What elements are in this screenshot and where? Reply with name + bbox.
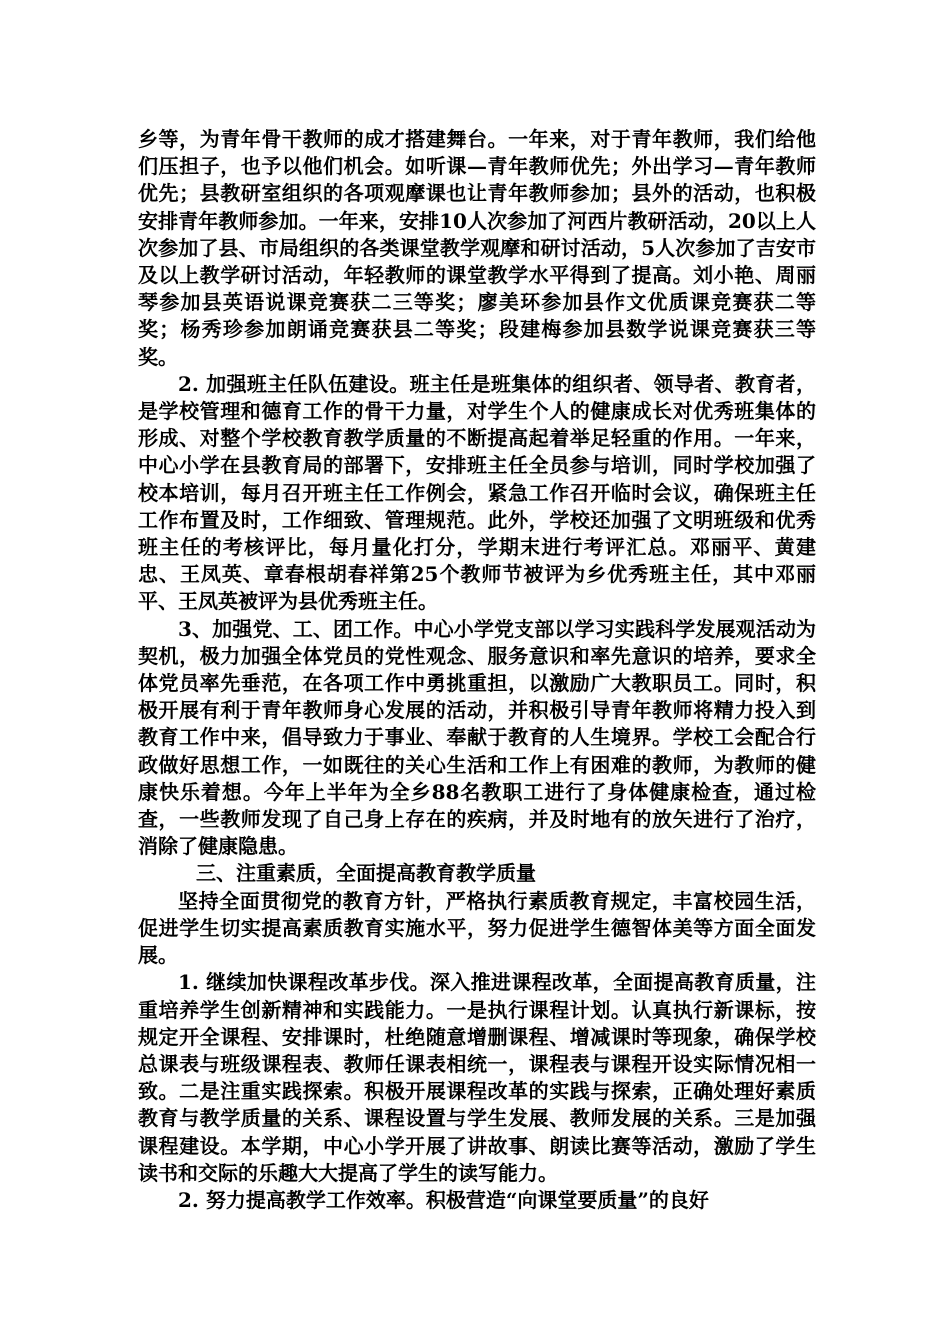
section-heading-quality: 三、注重素质，全面提高教育教学质量 [196, 861, 536, 886]
document-page [138, 126, 816, 1214]
paragraph-young-teachers: 乡等，为青年骨干教师的成才搭建舞台。一年来，对于青年教师，我们给他们压担子，也予以他们机会。如听课—青年教师优先；外出学习—青年教师优先；县教研室组织的各项观摩课也让青年教师参加；县外的活动，也积极安排青年教师参加。一年来，安排10人次参加了河西片教研活动，20以上人次参加了县、市局组织的各类课堂教学观摩和研讨活动，5人次参加了吉安市及以上教学研讨活动，年轻教师的课堂教学水平得到了提高。刘小艳、周丽琴参加县英语说课竞赛获二三等奖；廖美环参加县作文优质课竞赛获二等奖；杨秀珍参加朗诵竞赛获县二等奖；段建梅参加县数学说课竞赛获三等奖。 [138, 127, 816, 369]
paragraph-party-work: 3、加强党、工、团工作。中心小学党支部以学习实践科学发展观活动为契机，极力加强全体党员的党性观念、服务意识和率先意识的培养，要求全体党员率先垂范，在各项工作中勇挑重担，以激励广大教职员工。同时，积极开展有利于青年教师身心发展的活动，并积极引导青年教师将精力投入到教育工作中来，倡导致力于事业、奉献于教育的人生境界。学校工会配合行政做好思想工作，一如既往的关心生活和工作上有困难的教师，为教师的健康快乐着想。今年上半年为全乡88名教职工进行了身体健康检查，通过检查，一些教师发现了自己身上存在的疾病，并及时地有的放矢进行了治疗，消除了健康隐患。 [138, 616, 816, 859]
paragraph-curriculum-reform: 1. 继续加快课程改革步伐。深入推进课程改革，全面提高教育质量，注重培养学生创新精神和实践能力。一是执行课程计划。认真执行新课标，按规定开全课程、安排课时，杜绝随意增删课程、增减课时等现象，确保学校总课表与班级课程表、教师任课表相统一，课程表与课程开设实际情况相一致。二是注重实践探索。积极开展课程改革的实践与探索，正确处理好素质教育与教学质量的关系、课程设置与学生发展、教师发展的关系。三是加强课程建设。本学期，中心小学开展了讲故事、朗读比赛等活动，激励了学生读书和交际的乐趣大大提高了学生的读写能力。 [138, 970, 816, 1185]
paragraph-teaching-efficiency: 2. 努力提高教学工作效率。积极营造“向课堂要质量”的良好 [178, 1187, 709, 1212]
paragraph-head-teachers: 2. 加强班主任队伍建设。班主任是班集体的组织者、领导者、教育者，是学校管理和德育工作的骨干力量，对学生个人的健康成长对优秀班集体的形成、对整个学校教育教学质量的不断提高起着举足轻重的作用。一年来，中心小学在县教育局的部署下，安排班主任全员参与培训，同时学校加强了校本培训，每月召开班主任工作例会，紧急工作召开临时会议，确保班主任工作布置及时，工作细致、管理规范。此外，学校还加强了文明班级和优秀班主任的考核评比，每月量化打分，学期末进行考评汇总。邓丽平、黄建忠、王凤英、章春根胡春祥第25个教师节被评为乡优秀班主任，其中邓丽平、王凤英被评为县优秀班主任。 [138, 371, 816, 614]
paragraph-quality-intro: 坚持全面贯彻党的教育方针，严格执行素质教育规定，丰富校园生活，促进学生切实提高素质教育实施水平，努力促进学生德智体美等方面全面发展。 [138, 888, 816, 968]
